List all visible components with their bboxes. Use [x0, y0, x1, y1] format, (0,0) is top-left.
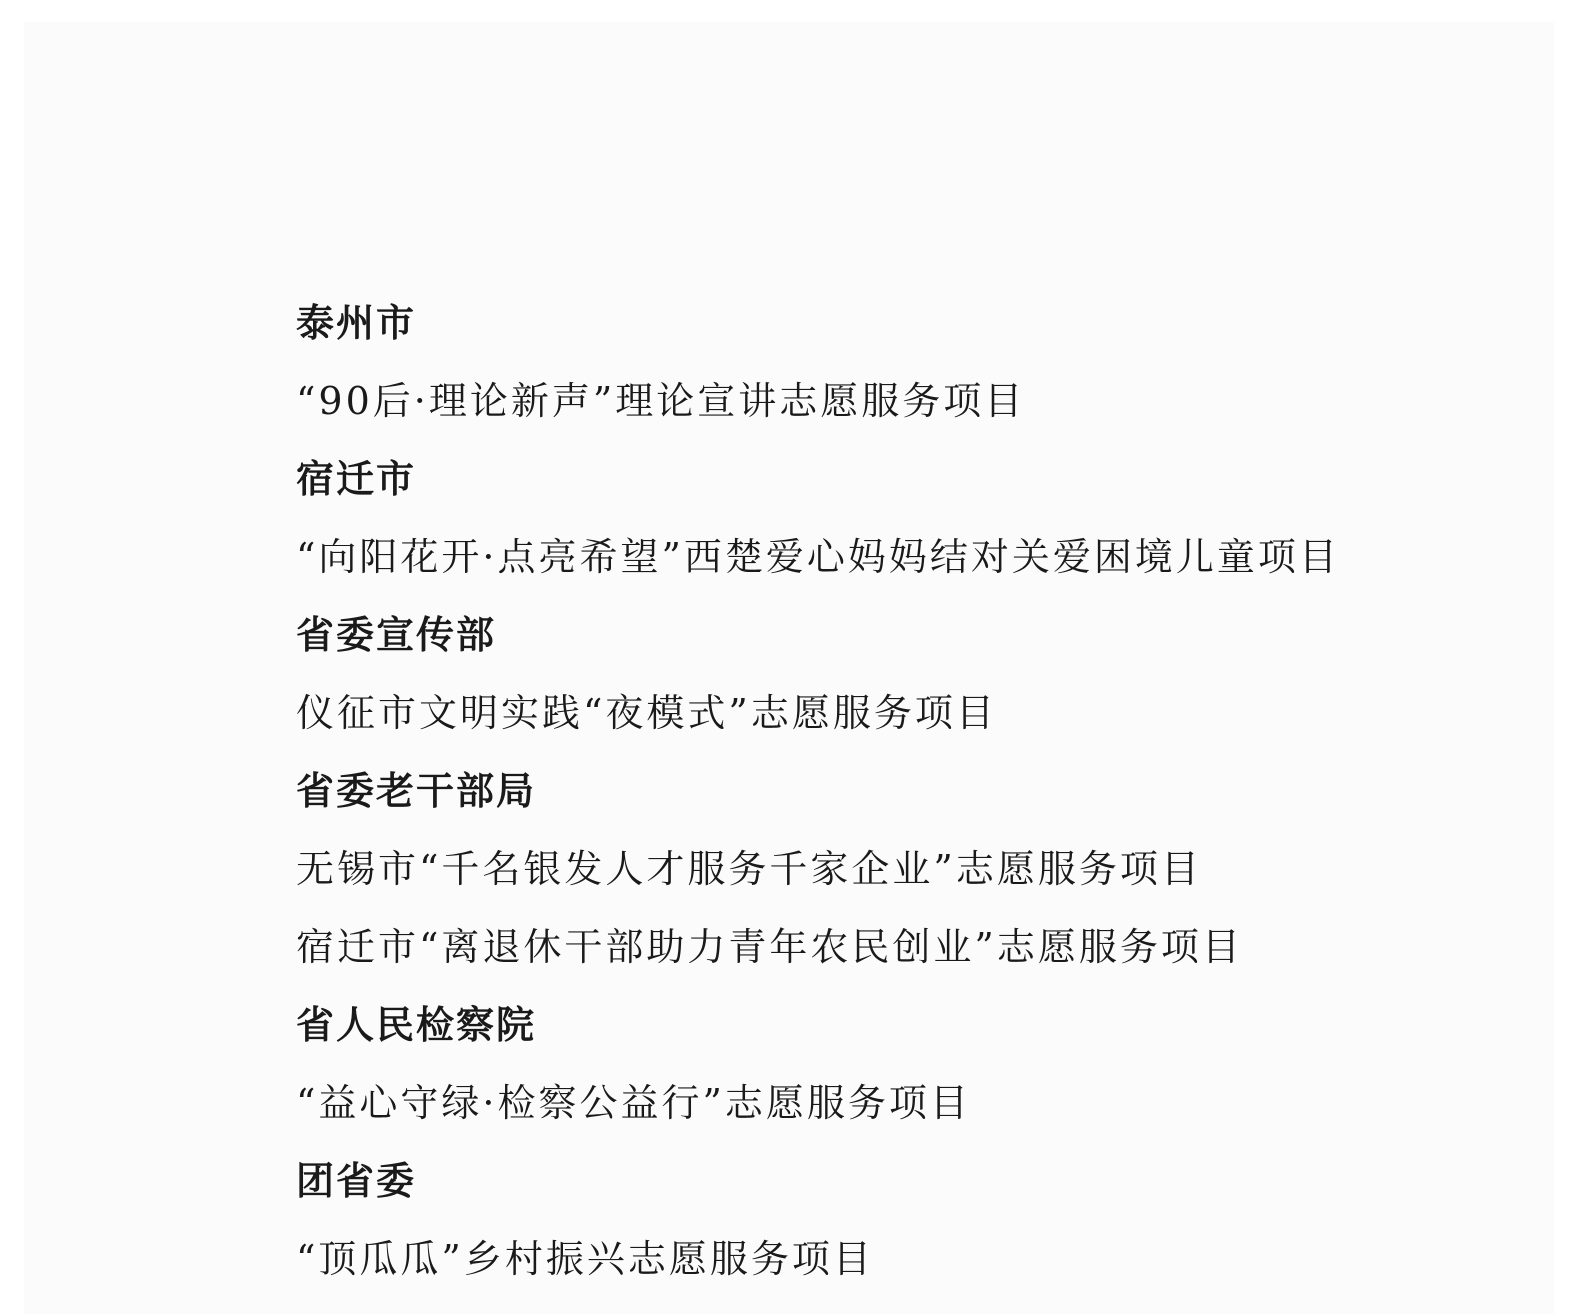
project-item: “益心守绿·检察公益行”志愿服务项目: [296, 1081, 971, 1125]
project-item: “90后·理论新声”理论宣讲志愿服务项目: [296, 379, 1026, 423]
project-item: “顶瓜瓜”乡村振兴志愿服务项目: [296, 1237, 874, 1281]
section-heading-veteran-cadres-bureau: 省委老干部局: [296, 769, 537, 813]
section-heading-youth-league: 团省委: [296, 1159, 417, 1203]
project-item: 仪征市文明实践“夜模式”志愿服务项目: [296, 691, 997, 735]
project-item: 无锡市“千名银发人才服务千家企业”志愿服务项目: [296, 847, 1202, 891]
document-body: [296, 284, 1496, 1298]
document-page: [24, 22, 1554, 1314]
section-heading-publicity-dept: 省委宣传部: [296, 613, 497, 657]
section-heading-suqian: 宿迁市: [296, 457, 417, 501]
project-item: “向阳花开·点亮希望”西楚爱心妈妈结对关爱困境儿童项目: [296, 535, 1340, 579]
section-heading-taizhou: 泰州市: [296, 301, 417, 345]
project-item: 宿迁市“离退休干部助力青年农民创业”志愿服务项目: [296, 925, 1243, 969]
section-heading-procuratorate: 省人民检察院: [296, 1003, 537, 1047]
